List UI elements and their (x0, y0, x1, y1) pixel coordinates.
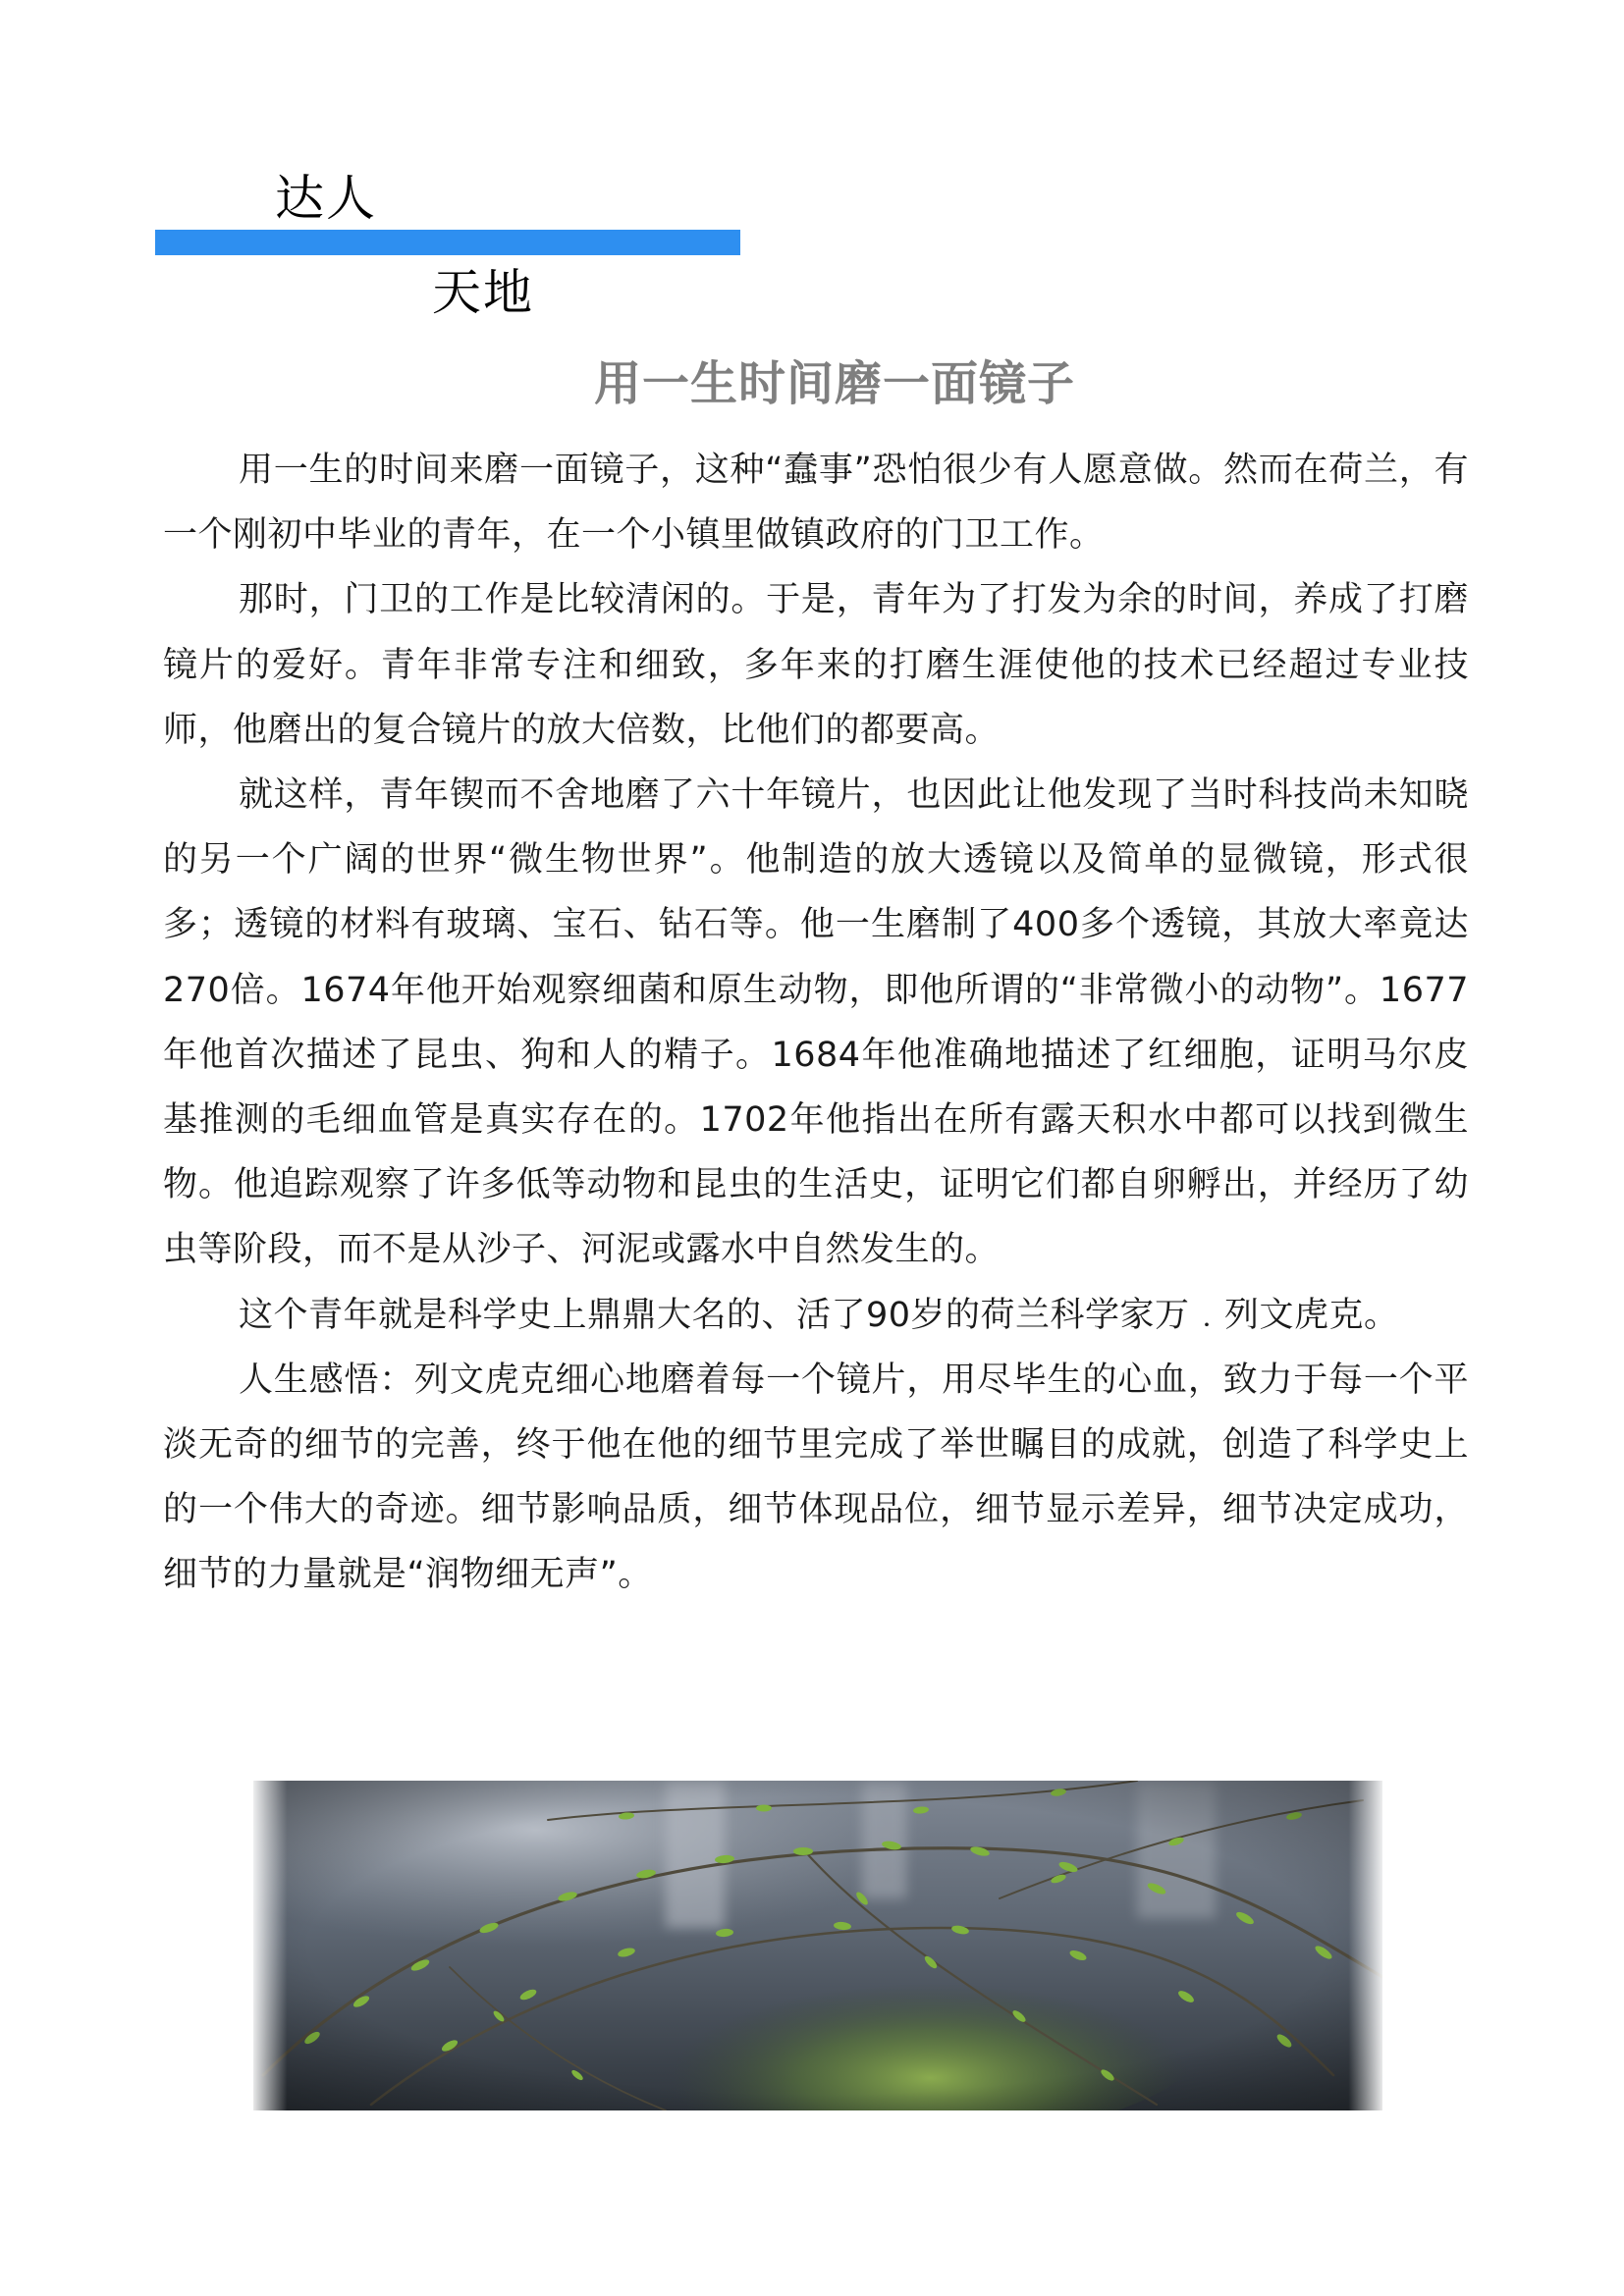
paragraph: 就这样，青年锲而不舍地磨了六十年镜片，也因此让他发现了当时科技尚未知晓的另一个广阔的世界“微生物世界”。他制造的放大透镜以及简单的显微镜，形式很多；透镜的材料有玻璃、宝石、钻石等。他一生磨制了400多个透镜，其放大率竟达270倍。1674年他开始观察细菌和原生动物，即他所谓的“非常微小的动物”。1677年他首次描述了昆虫、狗和人的精子。1684年他准确地描述了红细胞，证明马尔皮基推测的毛细血管是真实存在的。1702年他指出在所有露天积水中都可以找到微生物。他追踪观察了许多低等动物和昆虫的生活史，证明它们都自卵孵出，并经历了幼虫等阶段，而不是从沙子、河泥或露水中自然发生的。 (163, 775, 1469, 1270)
section-title-word-1: 达人 (275, 170, 377, 227)
section-title-accent-bar (155, 230, 740, 255)
paragraph: 那时，门卫的工作是比较清闲的。于是，青年为了打发为余的时间，养成了打磨镜片的爱好。青年非常专注和细致，多年来的打磨生涯使他的技术已经超过专业技师，他磨出的复合镜片的放大倍数，比他们的都要高。 (163, 580, 1469, 750)
willow-branches-photo (253, 1781, 1382, 2110)
paragraph: 用一生的时间来磨一面镜子，这种“蠢事”恐怕很少有人愿意做。然而在荷兰，有一个刚初中毕业的青年，在一个小镇里做镇政府的门卫工作。 (163, 451, 1469, 556)
article-title: 用一生时间磨一面镜子 (593, 356, 1075, 411)
article-body (163, 438, 1469, 1608)
paragraph: 这个青年就是科学史上鼎鼎大名的、活了90岁的荷兰科学家万﹒列文虎克。 (239, 1295, 1399, 1335)
section-title-word-2: 天地 (432, 264, 534, 321)
paragraph: 人生感悟：列文虎克细心地磨着每一个镜片，用尽毕生的心血，致力于每一个平淡无奇的细节的完善，终于他在他的细节里完成了举世瞩目的成就，创造了科学史上的一个伟大的奇迹。细节影响品质，细节体现品位，细节显示差异，细节决定成功，细节的力量就是“润物细无声”。 (163, 1360, 1469, 1595)
